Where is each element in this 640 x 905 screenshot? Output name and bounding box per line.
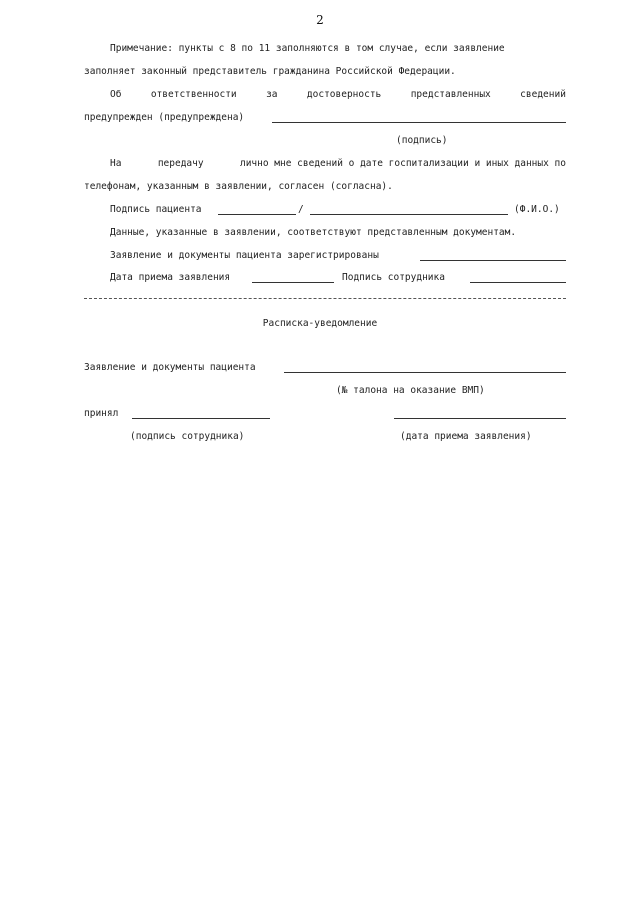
responsibility-signature-field[interactable] bbox=[272, 122, 566, 123]
employee-signature-field[interactable] bbox=[470, 282, 566, 283]
patient-signature-label: Подпись пациента bbox=[110, 204, 202, 215]
ticket-caption: (№ талона на оказание ВМП) bbox=[336, 385, 485, 396]
responsibility-word: ответственности bbox=[150, 89, 237, 100]
receipt-documents-label: Заявление и документы пациента bbox=[84, 362, 256, 373]
patient-fio-field[interactable] bbox=[310, 214, 508, 215]
patient-signature-field[interactable] bbox=[218, 214, 296, 215]
note-text-1: Примечание: пункты с 8 по 11 заполняются в том случае, если заявление bbox=[110, 43, 505, 54]
note-line-1 bbox=[110, 43, 566, 55]
signature-caption: (подпись) bbox=[396, 135, 448, 146]
responsibility-word: Об bbox=[110, 89, 122, 100]
responsibility-word: достоверность bbox=[306, 89, 382, 100]
signature-separator: / bbox=[298, 204, 304, 215]
responsibility-word: представленных bbox=[410, 89, 491, 100]
consent-word: На bbox=[110, 158, 122, 169]
registered-label: Заявление и документы пациента зарегистрированы bbox=[110, 250, 379, 261]
accepted-label: принял bbox=[84, 408, 119, 419]
note-line-2: заполняет законный представитель гражданина Российской Федерации. bbox=[84, 66, 456, 77]
date-caption: (дата приема заявления) bbox=[400, 431, 532, 442]
responsibility-word: сведений bbox=[520, 89, 566, 100]
data-match-text: Данные, указанные в заявлении, соответствуют представленным документам. bbox=[110, 227, 517, 238]
receipt-notice-title: Расписка-уведомление bbox=[262, 318, 378, 329]
consent-line-1 bbox=[110, 158, 566, 170]
ticket-number-field[interactable] bbox=[284, 372, 566, 373]
consent-line-2: телефонам, указанным в заявлении, согласен (согласна). bbox=[84, 181, 393, 192]
responsibility-line-2: предупрежден (предупреждена) bbox=[84, 112, 245, 123]
registered-field[interactable] bbox=[420, 260, 566, 261]
responsibility-line-1 bbox=[110, 89, 566, 101]
receipt-date-label: Дата приема заявления bbox=[110, 272, 231, 283]
fio-caption: (Ф.И.О.) bbox=[514, 204, 560, 215]
accepted-signature-field[interactable] bbox=[132, 418, 270, 419]
receipt-date-field[interactable] bbox=[252, 282, 334, 283]
consent-word: лично мне сведений о дате госпитализации и иных данных по bbox=[239, 158, 566, 169]
accepted-date-field[interactable] bbox=[394, 418, 566, 419]
cut-line bbox=[84, 298, 566, 299]
consent-word: передачу bbox=[157, 158, 204, 169]
employee-signature-label: Подпись сотрудника bbox=[342, 272, 445, 283]
employee-signature-caption: (подпись сотрудника) bbox=[130, 431, 245, 442]
responsibility-word: за bbox=[266, 89, 278, 100]
page-number: 2 bbox=[316, 13, 324, 27]
